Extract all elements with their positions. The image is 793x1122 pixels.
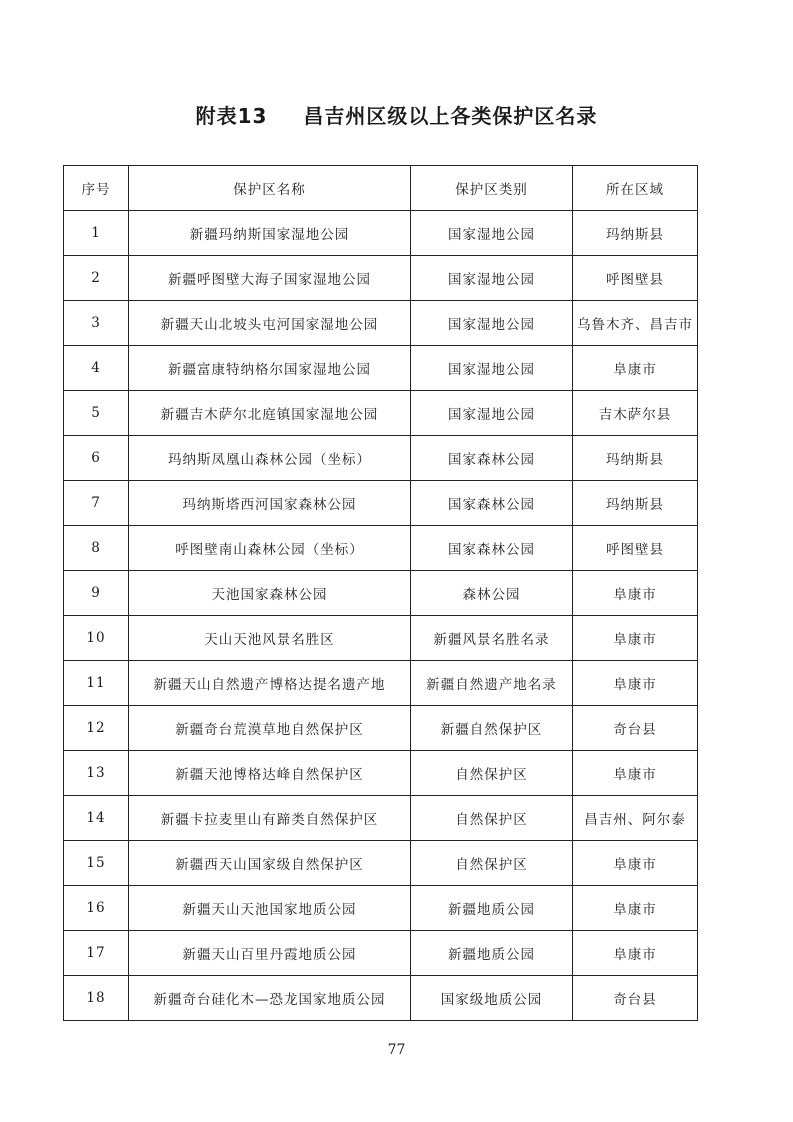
table-row — [64, 481, 698, 526]
table-row — [64, 301, 698, 346]
cell-index: 6 — [64, 436, 129, 481]
cell-region: 奇台县 — [573, 976, 698, 1021]
cell-area-name: 新疆天山自然遗产博格达提名遗产地 — [129, 661, 411, 706]
cell-area-category: 新疆地质公园 — [411, 931, 573, 976]
table-row — [64, 841, 698, 886]
cell-region: 乌鲁木齐、昌吉市 — [573, 301, 698, 346]
cell-area-name: 天山天池风景名胜区 — [129, 616, 411, 661]
table-row — [64, 436, 698, 481]
title-prefix: 附表13 — [195, 104, 268, 128]
page-title — [0, 100, 793, 129]
cell-area-name: 新疆富康特纳格尔国家湿地公园 — [129, 346, 411, 391]
cell-index: 5 — [64, 391, 129, 436]
cell-area-name: 新疆天山百里丹霞地质公园 — [129, 931, 411, 976]
table-row — [64, 256, 698, 301]
cell-area-name: 新疆天山天池国家地质公园 — [129, 886, 411, 931]
cell-area-name: 新疆天山北坡头屯河国家湿地公园 — [129, 301, 411, 346]
cell-region: 玛纳斯县 — [573, 436, 698, 481]
cell-area-category: 国家森林公园 — [411, 436, 573, 481]
cell-index: 11 — [64, 661, 129, 706]
cell-area-category: 森林公园 — [411, 571, 573, 616]
cell-index: 17 — [64, 931, 129, 976]
cell-region: 奇台县 — [573, 706, 698, 751]
cell-area-category: 新疆自然保护区 — [411, 706, 573, 751]
cell-area-name: 玛纳斯凤凰山森林公园（坐标） — [129, 436, 411, 481]
cell-region: 阜康市 — [573, 751, 698, 796]
page-number: 77 — [387, 1042, 406, 1058]
cell-region: 阜康市 — [573, 616, 698, 661]
cell-region: 阜康市 — [573, 841, 698, 886]
cell-area-category: 自然保护区 — [411, 751, 573, 796]
cell-area-name: 天池国家森林公园 — [129, 571, 411, 616]
cell-region: 玛纳斯县 — [573, 481, 698, 526]
cell-area-category: 国家湿地公园 — [411, 256, 573, 301]
cell-index: 10 — [64, 616, 129, 661]
cell-index: 13 — [64, 751, 129, 796]
cell-index: 9 — [64, 571, 129, 616]
table-row — [64, 706, 698, 751]
table-row — [64, 751, 698, 796]
table-header-row — [64, 166, 698, 211]
cell-area-category: 国家湿地公园 — [411, 301, 573, 346]
cell-area-category: 国家湿地公园 — [411, 346, 573, 391]
header-index: 序号 — [64, 166, 129, 211]
cell-area-category: 自然保护区 — [411, 841, 573, 886]
cell-region: 阜康市 — [573, 571, 698, 616]
cell-index: 7 — [64, 481, 129, 526]
cell-region: 阜康市 — [573, 661, 698, 706]
cell-area-name: 新疆奇台荒漠草地自然保护区 — [129, 706, 411, 751]
cell-index: 16 — [64, 886, 129, 931]
cell-index: 8 — [64, 526, 129, 571]
title-text: 昌吉州区级以上各类保护区名录 — [303, 104, 598, 128]
cell-area-category: 国家森林公园 — [411, 526, 573, 571]
table-row — [64, 526, 698, 571]
cell-area-category: 新疆地质公园 — [411, 886, 573, 931]
cell-area-name: 新疆呼图壁大海子国家湿地公园 — [129, 256, 411, 301]
cell-area-name: 新疆西天山国家级自然保护区 — [129, 841, 411, 886]
cell-area-category: 新疆风景名胜名录 — [411, 616, 573, 661]
cell-region: 阜康市 — [573, 886, 698, 931]
table-row — [64, 346, 698, 391]
cell-area-category: 国家湿地公园 — [411, 211, 573, 256]
table-row — [64, 661, 698, 706]
cell-area-category: 自然保护区 — [411, 796, 573, 841]
table-row — [64, 211, 698, 256]
protected-areas-table — [63, 165, 698, 1021]
cell-index: 18 — [64, 976, 129, 1021]
cell-area-category: 国家级地质公园 — [411, 976, 573, 1021]
cell-index: 14 — [64, 796, 129, 841]
cell-index: 4 — [64, 346, 129, 391]
cell-region: 呼图壁县 — [573, 256, 698, 301]
cell-area-name: 呼图壁南山森林公园（坐标） — [129, 526, 411, 571]
table-row — [64, 391, 698, 436]
cell-region: 阜康市 — [573, 346, 698, 391]
cell-area-name: 新疆天池博格达峰自然保护区 — [129, 751, 411, 796]
header-area-name: 保护区名称 — [129, 166, 411, 211]
cell-area-name: 新疆吉木萨尔北庭镇国家湿地公园 — [129, 391, 411, 436]
cell-region: 阜康市 — [573, 931, 698, 976]
cell-area-category: 国家湿地公园 — [411, 391, 573, 436]
cell-index: 2 — [64, 256, 129, 301]
cell-area-name: 玛纳斯塔西河国家森林公园 — [129, 481, 411, 526]
table-row — [64, 931, 698, 976]
cell-index: 12 — [64, 706, 129, 751]
cell-index: 1 — [64, 211, 129, 256]
cell-region: 昌吉州、阿尔泰 — [573, 796, 698, 841]
table-row — [64, 571, 698, 616]
table-row — [64, 616, 698, 661]
cell-index: 15 — [64, 841, 129, 886]
cell-index: 3 — [64, 301, 129, 346]
cell-area-category: 国家森林公园 — [411, 481, 573, 526]
cell-area-category: 新疆自然遗产地名录 — [411, 661, 573, 706]
table-row — [64, 796, 698, 841]
cell-area-name: 新疆卡拉麦里山有蹄类自然保护区 — [129, 796, 411, 841]
cell-area-name: 新疆奇台硅化木—恐龙国家地质公园 — [129, 976, 411, 1021]
table-row — [64, 976, 698, 1021]
cell-area-name: 新疆玛纳斯国家湿地公园 — [129, 211, 411, 256]
cell-region: 玛纳斯县 — [573, 211, 698, 256]
table-row — [64, 886, 698, 931]
header-area-category: 保护区类别 — [411, 166, 573, 211]
cell-region: 呼图壁县 — [573, 526, 698, 571]
cell-region: 吉木萨尔县 — [573, 391, 698, 436]
header-region: 所在区域 — [573, 166, 698, 211]
